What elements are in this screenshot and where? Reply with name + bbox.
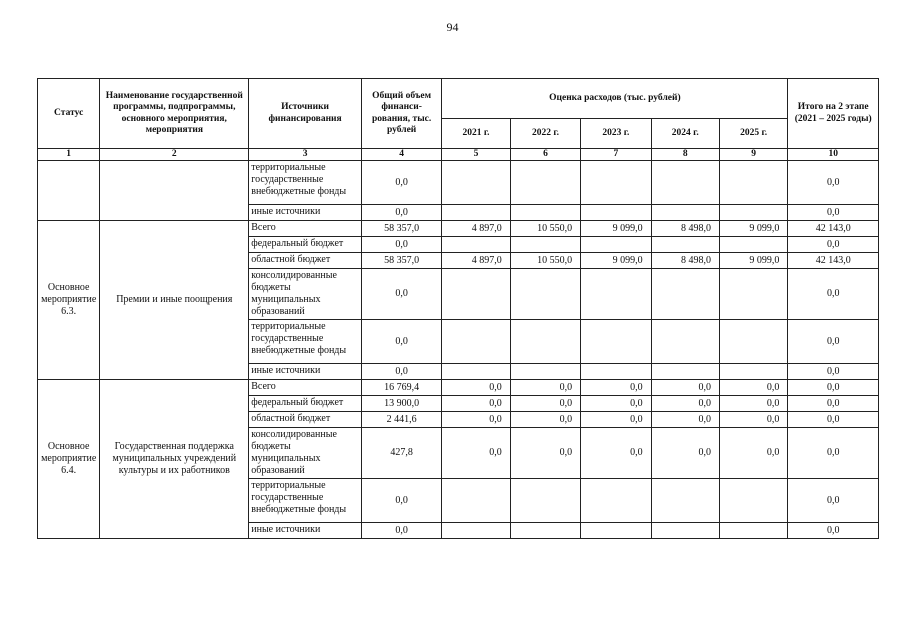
itogo-cell: 0,0 xyxy=(788,479,879,523)
header-estimate: Оценка расходов (тыс. рублей) xyxy=(442,79,788,119)
table-body xyxy=(38,161,879,539)
header-status: Статус xyxy=(38,79,100,149)
year-value-cell: 0,0 xyxy=(442,380,510,396)
year-value-cell xyxy=(581,479,651,523)
source-cell: областной бюджет xyxy=(249,253,362,269)
source-cell: федеральный бюджет xyxy=(249,237,362,253)
header-year: 2021 г. xyxy=(442,119,510,149)
year-value-cell xyxy=(651,161,719,205)
year-value-cell: 10 550,0 xyxy=(510,253,580,269)
source-cell: консолидированные бюджеты муниципальных образований xyxy=(249,269,362,320)
year-value-cell: 9 099,0 xyxy=(719,221,787,237)
total-cell: 0,0 xyxy=(361,320,441,364)
column-index: 5 xyxy=(442,149,510,161)
year-value-cell xyxy=(719,237,787,253)
year-value-cell: 0,0 xyxy=(510,396,580,412)
year-value-cell: 0,0 xyxy=(719,412,787,428)
total-cell: 0,0 xyxy=(361,269,441,320)
total-cell: 58 357,0 xyxy=(361,253,441,269)
column-index: 10 xyxy=(788,149,879,161)
year-value-cell: 0,0 xyxy=(442,412,510,428)
status-cell xyxy=(38,161,100,221)
year-value-cell xyxy=(510,320,580,364)
source-cell: иные источники xyxy=(249,523,362,539)
header-year: 2024 г. xyxy=(651,119,719,149)
year-value-cell xyxy=(442,237,510,253)
source-cell: территориальные государственные внебюджетные фонды xyxy=(249,320,362,364)
total-cell: 0,0 xyxy=(361,523,441,539)
itogo-cell: 0,0 xyxy=(788,205,879,221)
source-cell: иные источники xyxy=(249,364,362,380)
column-index: 3 xyxy=(249,149,362,161)
year-value-cell xyxy=(581,523,651,539)
header-year: 2023 г. xyxy=(581,119,651,149)
year-value-cell xyxy=(719,161,787,205)
column-index: 8 xyxy=(651,149,719,161)
year-value-cell: 4 897,0 xyxy=(442,221,510,237)
year-value-cell: 4 897,0 xyxy=(442,253,510,269)
itogo-cell: 0,0 xyxy=(788,396,879,412)
name-cell: Премии и иные поощрения xyxy=(100,221,249,380)
column-index: 9 xyxy=(719,149,787,161)
year-value-cell xyxy=(510,205,580,221)
header-sources: Источники финансирования xyxy=(249,79,362,149)
source-cell: Всего xyxy=(249,221,362,237)
status-cell: Основное мероприятие 6.4. xyxy=(38,380,100,539)
itogo-cell: 42 143,0 xyxy=(788,221,879,237)
column-index: 4 xyxy=(361,149,441,161)
year-value-cell xyxy=(510,523,580,539)
year-value-cell: 0,0 xyxy=(510,428,580,479)
total-cell: 2 441,6 xyxy=(361,412,441,428)
total-cell: 0,0 xyxy=(361,161,441,205)
year-value-cell xyxy=(651,205,719,221)
year-value-cell: 0,0 xyxy=(442,428,510,479)
itogo-cell: 0,0 xyxy=(788,237,879,253)
header-total: Общий объем финанси-рования, тыс. рублей xyxy=(361,79,441,149)
year-value-cell xyxy=(719,205,787,221)
year-value-cell: 0,0 xyxy=(651,412,719,428)
year-value-cell: 0,0 xyxy=(581,380,651,396)
total-cell: 58 357,0 xyxy=(361,221,441,237)
itogo-cell: 0,0 xyxy=(788,412,879,428)
year-value-cell: 8 498,0 xyxy=(651,253,719,269)
column-index: 6 xyxy=(510,149,580,161)
year-value-cell: 8 498,0 xyxy=(651,221,719,237)
year-value-cell xyxy=(442,364,510,380)
year-value-cell: 0,0 xyxy=(581,396,651,412)
header-itogo: Итого на 2 этапе (2021 – 2025 годы) xyxy=(788,79,879,149)
year-value-cell xyxy=(719,320,787,364)
itogo-cell: 0,0 xyxy=(788,320,879,364)
year-value-cell xyxy=(581,237,651,253)
year-value-cell xyxy=(651,237,719,253)
year-value-cell xyxy=(719,523,787,539)
year-value-cell: 0,0 xyxy=(651,428,719,479)
year-value-cell xyxy=(510,269,580,320)
column-index: 7 xyxy=(581,149,651,161)
year-value-cell: 10 550,0 xyxy=(510,221,580,237)
name-cell: Государственная поддержка муниципальных учреждений культуры и их работников xyxy=(100,380,249,539)
year-value-cell: 9 099,0 xyxy=(581,253,651,269)
year-value-cell xyxy=(651,320,719,364)
source-cell: иные источники xyxy=(249,205,362,221)
header-year: 2025 г. xyxy=(719,119,787,149)
year-value-cell xyxy=(442,320,510,364)
year-value-cell xyxy=(581,320,651,364)
table-row xyxy=(38,161,879,205)
itogo-cell: 0,0 xyxy=(788,523,879,539)
year-value-cell: 0,0 xyxy=(719,396,787,412)
year-value-cell xyxy=(510,161,580,205)
total-cell: 16 769,4 xyxy=(361,380,441,396)
financing-table xyxy=(37,78,879,539)
year-value-cell xyxy=(719,364,787,380)
year-value-cell: 0,0 xyxy=(651,380,719,396)
year-value-cell: 0,0 xyxy=(719,380,787,396)
year-value-cell xyxy=(442,205,510,221)
year-value-cell xyxy=(651,523,719,539)
year-value-cell: 9 099,0 xyxy=(581,221,651,237)
itogo-cell: 0,0 xyxy=(788,161,879,205)
itogo-cell: 0,0 xyxy=(788,364,879,380)
column-index-row xyxy=(38,149,879,161)
year-value-cell xyxy=(719,479,787,523)
year-value-cell xyxy=(442,161,510,205)
source-cell: Всего xyxy=(249,380,362,396)
year-value-cell xyxy=(581,205,651,221)
total-cell: 0,0 xyxy=(361,364,441,380)
itogo-cell: 0,0 xyxy=(788,428,879,479)
source-cell: федеральный бюджет xyxy=(249,396,362,412)
name-cell xyxy=(100,161,249,221)
column-index: 2 xyxy=(100,149,249,161)
total-cell: 0,0 xyxy=(361,205,441,221)
year-value-cell: 0,0 xyxy=(510,412,580,428)
year-value-cell xyxy=(719,269,787,320)
column-index: 1 xyxy=(38,149,100,161)
header-year: 2022 г. xyxy=(510,119,580,149)
header-name: Наименование государственной программы, подпрограммы, основного мероприятия, мероприятия xyxy=(100,79,249,149)
source-cell: территориальные государственные внебюджетные фонды xyxy=(249,161,362,205)
year-value-cell xyxy=(581,161,651,205)
year-value-cell: 9 099,0 xyxy=(719,253,787,269)
year-value-cell: 0,0 xyxy=(581,412,651,428)
year-value-cell xyxy=(651,364,719,380)
itogo-cell: 42 143,0 xyxy=(788,253,879,269)
year-value-cell xyxy=(442,269,510,320)
year-value-cell: 0,0 xyxy=(442,396,510,412)
source-cell: консолидированные бюджеты муниципальных образований xyxy=(249,428,362,479)
year-value-cell xyxy=(510,364,580,380)
total-cell: 0,0 xyxy=(361,237,441,253)
page-number: 94 xyxy=(446,20,459,34)
table-row xyxy=(38,380,879,396)
total-cell: 427,8 xyxy=(361,428,441,479)
year-value-cell xyxy=(581,269,651,320)
year-value-cell xyxy=(510,479,580,523)
total-cell: 13 900,0 xyxy=(361,396,441,412)
year-value-cell: 0,0 xyxy=(719,428,787,479)
year-value-cell xyxy=(581,364,651,380)
itogo-cell: 0,0 xyxy=(788,269,879,320)
year-value-cell: 0,0 xyxy=(581,428,651,479)
status-cell: Основное мероприятие 6.3. xyxy=(38,221,100,380)
table-row xyxy=(38,221,879,237)
year-value-cell: 0,0 xyxy=(510,380,580,396)
year-value-cell xyxy=(510,237,580,253)
year-value-cell: 0,0 xyxy=(651,396,719,412)
year-value-cell xyxy=(442,523,510,539)
source-cell: областной бюджет xyxy=(249,412,362,428)
itogo-cell: 0,0 xyxy=(788,380,879,396)
source-cell: территориальные государственные внебюджетные фонды xyxy=(249,479,362,523)
year-value-cell xyxy=(651,269,719,320)
year-value-cell xyxy=(442,479,510,523)
year-value-cell xyxy=(651,479,719,523)
total-cell: 0,0 xyxy=(361,479,441,523)
